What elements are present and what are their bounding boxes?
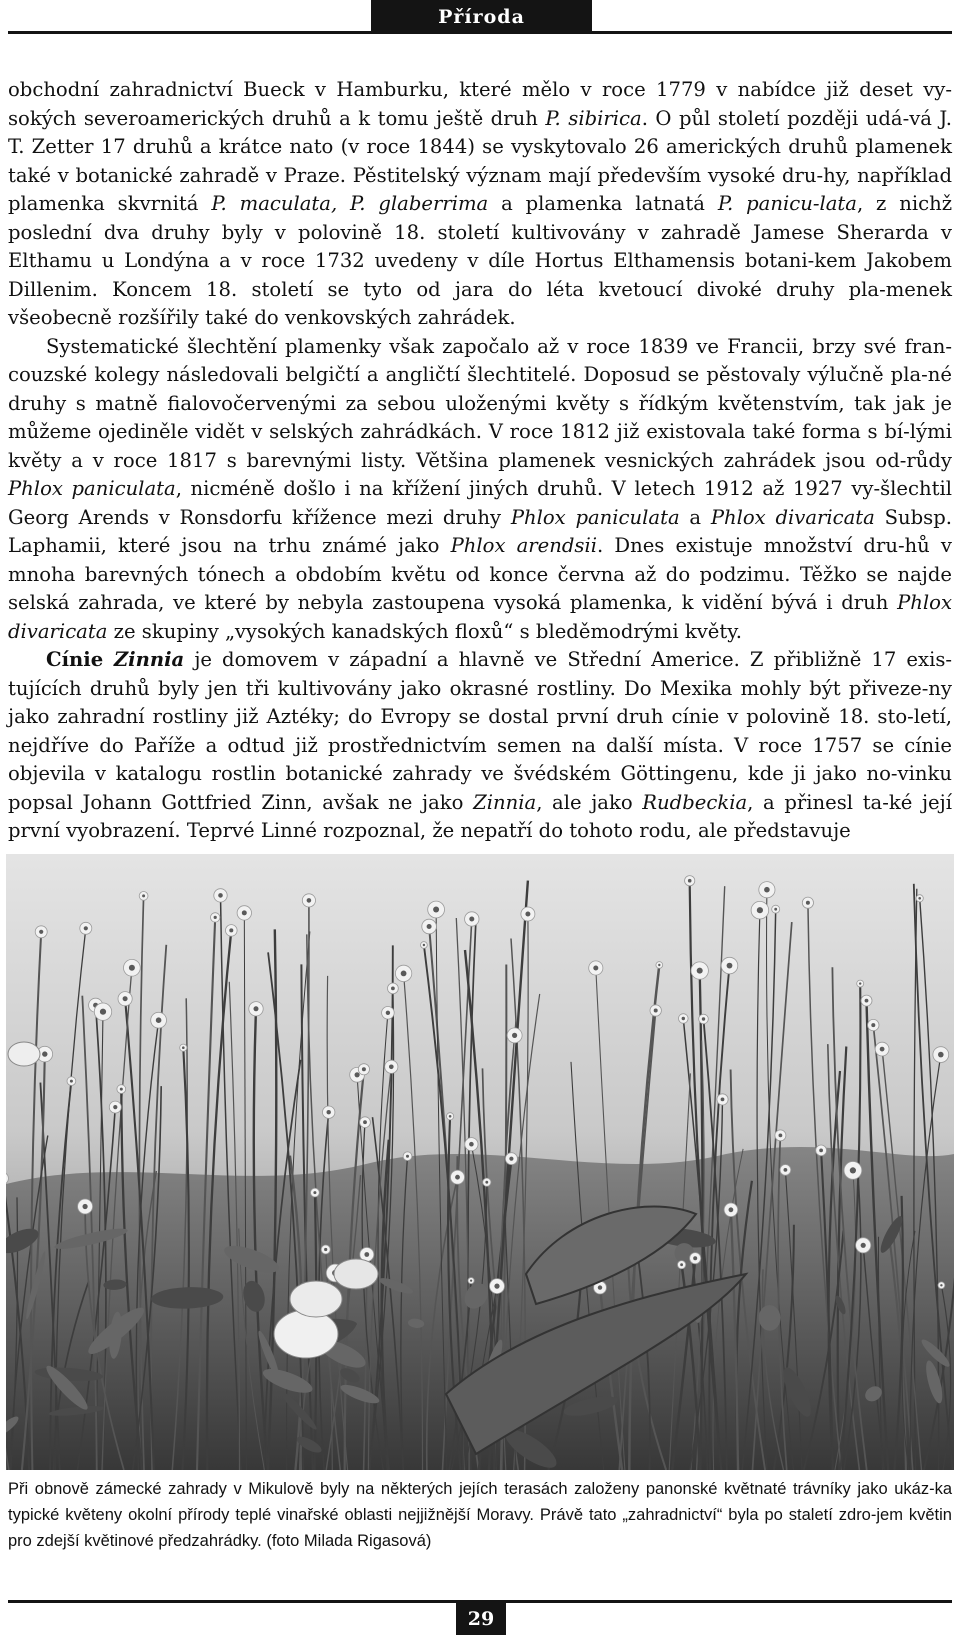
text-run: Subsp. Laphamii, které jsou na trhu známé jako	[8, 505, 952, 557]
daisy-bloom	[237, 906, 251, 920]
paragraph-1	[8, 76, 952, 333]
daisy-bloom	[751, 901, 769, 919]
paragraph-2	[8, 333, 952, 647]
page-number-text: 29	[467, 1608, 495, 1630]
daisy-bloom	[385, 1060, 398, 1073]
species-name: Phlox paniculata	[8, 477, 176, 500]
species-name: Phlox arendsii	[450, 534, 598, 557]
daisy-bloom	[465, 1138, 478, 1151]
daisy-bloom	[226, 925, 238, 937]
daisy-bloom	[67, 1077, 76, 1086]
daisy-bloom	[403, 1152, 412, 1161]
daisy-bloom	[483, 1178, 491, 1186]
daisy-bloom	[650, 1005, 661, 1016]
text-run: , ale jako	[536, 790, 643, 814]
daisy-bloom	[465, 912, 479, 926]
daisy-bloom	[118, 992, 132, 1006]
daisy-bloom	[94, 1003, 111, 1020]
text-run: . O půl století později udá-vá J. T. Zetter 17 druhů a krátce nato (v roce 1844) se vyskytovalo 26 amerických druhů plamenek také v botanické zahradě v Praze. Pěstitelský význam mají především vysoké dru-hy, například plamenka skvrnitá	[8, 106, 952, 215]
daisy-bloom	[775, 1130, 786, 1141]
daisy-bloom	[844, 1162, 862, 1180]
species-name: Zinnia	[473, 790, 537, 814]
daisy-bloom	[772, 905, 780, 913]
species-name: P. sibirica	[545, 106, 642, 130]
daisy-bloom	[323, 1106, 335, 1118]
daisy-bloom	[679, 1014, 689, 1024]
daisy-bloom	[856, 1238, 871, 1253]
daisy-bloom	[938, 1282, 945, 1289]
daisy-bloom	[468, 1278, 474, 1284]
section-title: Příroda	[438, 6, 525, 28]
daisy-bloom	[507, 1028, 522, 1043]
plant-heading-latin: Zinnia	[113, 648, 185, 671]
daisy-bloom	[780, 1165, 791, 1176]
daisy-bloom	[321, 1245, 330, 1254]
daisy-bloom	[724, 1203, 738, 1217]
daisy-bloom	[249, 1002, 263, 1016]
page-number	[456, 1603, 506, 1635]
daisy-bloom	[311, 1188, 320, 1197]
species-name: Phlox divaricata	[8, 591, 952, 643]
daisy-bloom	[302, 894, 315, 907]
photo-caption	[8, 1476, 952, 1554]
daisy-bloom	[759, 882, 775, 898]
daisy-bloom	[933, 1047, 949, 1063]
daisy-bloom	[211, 913, 220, 922]
meadow-photo	[6, 854, 954, 1470]
daisy-bloom	[151, 1012, 167, 1028]
text-run: obchodní zahradnictví Bueck v Hamburku, které mělo v roce 1779 v nabídce již deset vy-sokých severoamerických druhů a k tomu ještě druh	[8, 78, 952, 130]
daisy-bloom	[428, 901, 445, 918]
daisy-bloom	[117, 1085, 126, 1094]
daisy-bloom	[857, 980, 864, 987]
daisy-bloom	[35, 926, 47, 938]
daisy-bloom	[690, 1253, 701, 1264]
daisy-bloom	[875, 1042, 889, 1056]
section-header	[371, 0, 592, 31]
species-name: P. maculata, P. glaberrima	[211, 192, 489, 215]
daisy-bloom	[656, 962, 663, 969]
text-run: . Dnes existuje množství dru-hů v mnoha barevných tónech a obdobím květu od konce června až do podzimu. Těžko se najde selská zahrada, ve které by nebyla zastoupena vysoká plamenka, k vidění bývá i druh	[8, 534, 952, 614]
daisy-bloom	[109, 1101, 121, 1113]
article-body	[8, 76, 952, 846]
species-name: P. panicu-lata	[717, 192, 857, 215]
daisy-bloom	[490, 1279, 505, 1294]
daisy-bloom	[521, 907, 535, 921]
daisy-bloom	[451, 1170, 465, 1184]
daisy-bloom	[678, 1261, 686, 1269]
daisy-bloom	[124, 959, 141, 976]
daisy-bloom	[421, 942, 428, 949]
species-name: Rudbeckia	[642, 790, 748, 814]
daisy-bloom	[78, 1199, 93, 1214]
daisy-bloom	[589, 961, 603, 975]
text-run: a plamenka latnatá	[488, 192, 718, 215]
plant-heading: Cínie	[46, 648, 114, 671]
text-run: , nicméně došlo i na křížení jiných druhů. V letech 1912 až 1927 vy-šlechtil Georg Arends v Ronsdorfu křížence mezi druhy	[8, 477, 952, 529]
daisy-bloom	[685, 876, 695, 886]
paragraph-3	[8, 646, 952, 846]
text-run: a	[679, 505, 711, 529]
daisy-bloom	[139, 892, 148, 901]
daisy-bloom	[868, 1019, 879, 1030]
daisy-bloom	[358, 1064, 369, 1075]
header-rule	[8, 31, 952, 34]
species-name: Phlox divaricata	[710, 505, 875, 529]
daisy-bloom	[360, 1117, 371, 1128]
text-run: , a přinesl ta-ké její první vyobrazení. Teprvé Linné rozpoznal, že nepatří do tohoto rodu, ale představuje	[8, 790, 952, 842]
daisy-bloom	[80, 922, 92, 934]
daisy-bloom	[802, 897, 813, 908]
daisy-bloom	[180, 1044, 187, 1051]
text-run: , z nichž poslední dva druhy byly v polovině 18. století kultivovány v zahradě Jamese Sherarda v Elthamu u Londýna a v roce 1732 uvedeny v díle Hortus Elthamensis botani-kem Jakobem Dillenim. Koncem 18. století se tyto od jara do léta kvetoucí divoké druhy pla-menek všeobecně rozšířily také do venkovských zahrádek.	[8, 192, 953, 329]
daisy-bloom	[717, 1094, 728, 1105]
daisy-bloom	[388, 983, 399, 994]
daisy-bloom	[861, 995, 872, 1006]
daisy-bloom	[505, 1153, 517, 1165]
daisy-bloom	[422, 919, 437, 934]
daisy-bloom	[447, 1113, 454, 1120]
daisy-bloom	[395, 965, 411, 981]
text-run: je domovem v západní a hlavně ve Střední Americe. Z přibližně 17 exis-tujících druhů byly jen tři kultivovány jako okrasné rostliny. Do Mexika mohly být přiveze-ny jako zahradní rostliny již Aztéky; do Evropy se dostal první druh cínie v polovině 18. sto-letí, nejdříve do Paříže a odtud již prostřednictvím semen na další místa. V roce 1757 se cínie objevila v katalogu rostlin botanické zahrady ve švédském Göttingenu, kde ji jako no-vinku popsal Johann Gottfried Zinn, avšak ne jako	[8, 648, 953, 814]
text-run: ze skupiny „vysokých kanadských floxů“ s bleděmodrými květy.	[107, 619, 742, 643]
daisy-bloom	[816, 1145, 827, 1156]
caption-text: Při obnově zámecké zahrady v Mikulově byly na některých jejích terasách založeny panonské květnaté trávníky jako ukáz-ka typické květeny okolní přírody teplé vinařské oblasti nejjižnější Moravy. Právě tato „zahradnictví“ byla po staletí zdro-jem květin pro zdejší květinové předzahrádky. (foto Milada Rigasová)	[8, 1480, 952, 1550]
text-run: Systematické šlechtění plamenky však započalo až v roce 1839 ve Francii, brzy své fran-couzské kolegy následovali belgičtí a angličtí šlechtitelé. Doposud se pěstovaly výlučně pla-né druhy s matně fialovočervenými za sebou uloženými květy s řídkým květenstvím, tak jak je můžeme ojediněle vidět v selských zahrádkách. V roce 1812 již existovala také forma s bí-lými květy a v roce 1817 s barevnými listy. Většina plamenek vesnických zahrádek jsou od-růdy	[8, 334, 952, 472]
daisy-bloom	[699, 1014, 709, 1024]
daisy-bloom	[214, 889, 227, 902]
daisy-bloom	[382, 1007, 395, 1020]
species-name: Phlox paniculata	[510, 505, 680, 529]
daisy-bloom	[916, 895, 923, 902]
daisy-bloom	[691, 962, 708, 979]
daisy-bloom	[721, 957, 738, 974]
